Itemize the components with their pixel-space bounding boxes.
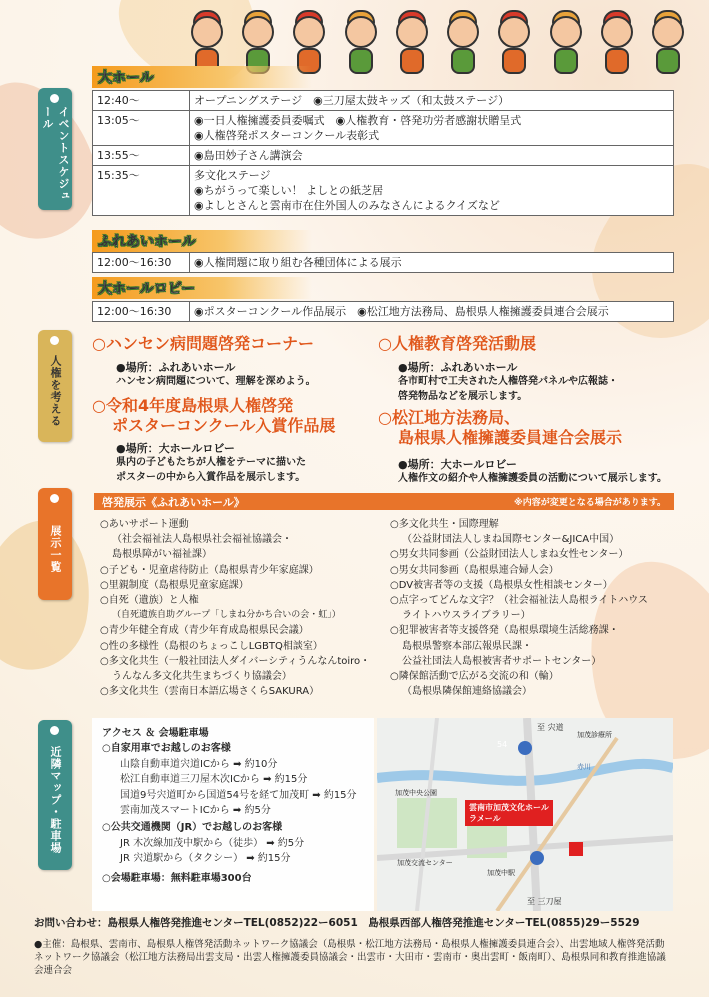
program-cell: ◉ポスターコンクール作品展示 ◉松江地方法務局、島根県人権擁護委員連合会展示 <box>190 302 674 322</box>
route-item: JR 木次線加茂中駅から（徒歩） ➡ 約5分 <box>120 837 305 849</box>
map-label-river: 赤川 <box>577 763 591 771</box>
matsue-place: ●場所：大ホールロビー <box>398 458 517 471</box>
access-box <box>92 718 374 911</box>
program-cell: ◉人権問題に取り組む各種団体による展示 <box>190 253 674 273</box>
mascot-illustration <box>646 6 690 82</box>
route-item: 雲南加茂スマートICから ➡ 約5分 <box>120 805 271 817</box>
table-row <box>93 302 674 322</box>
map-label-park: 加茂中央公園 <box>395 789 437 797</box>
list-item: ○あいサポート運動 <box>100 519 189 530</box>
list-item: ○子ども・児童虐待防止（島根県青少年家庭課） <box>100 564 319 576</box>
poster-heading: ○令和4年度島根県人権啓発 ポスターコンクール入賞作品展 <box>92 396 336 435</box>
list-item: 公益社団法人島根被害者サポートセンター） <box>402 655 602 667</box>
list-item: （自死遺族自助グループ「しまね分かち合いの会・虹」） <box>112 610 341 621</box>
time-cell: 13:55～ <box>93 146 190 166</box>
car-heading: ○自家用車でお越しのお客様 <box>102 743 231 755</box>
map-label-south: 至 三刀屋 <box>527 897 562 906</box>
list-item: ○性の多様性（島根のちょっこしLGBTQ相談室） <box>100 640 323 652</box>
list-item: ○隣保館活動で広がる交流の和（輪） <box>390 671 559 683</box>
lobby-schedule-table <box>92 301 674 322</box>
route-item: 山陰自動車道宍道ICから ➡ 約10分 <box>120 758 278 770</box>
program-cell: ◉島田妙子さん講演会 <box>190 146 674 166</box>
tag-think-human-rights: 人権を考える <box>38 330 72 442</box>
list-item: ○犯罪被害者等支援啓発（島根県環境生活総務課・ <box>390 625 619 637</box>
matsue-heading: ○松江地方法務局、 島根県人権擁護委員連合会展示 <box>378 408 623 447</box>
organizers: ●主催：島根県、雲南市、島根県人権啓発活動ネットワーク協議会（島根県・松江地方法務局・島根県人権擁護委員連合会）、出雲地域人権啓発活動ネットワーク協議会（松江地方法務局出雲支局・出雲人権擁護委員協議会・出雲市・大田市・雲南市・奥出雲町・飯南町）、島根県同和教育推進協議会連合会 <box>34 939 666 976</box>
list-item: うんなん多文化共生まちづくり協議会） <box>112 671 292 683</box>
mascot-illustration <box>441 6 485 82</box>
parking-info: ○会場駐車場：無料駐車場300台 <box>102 872 252 884</box>
venue-label: 雲南市加茂文化ホール ラメール <box>465 800 553 826</box>
time-cell: 12:40～ <box>93 91 190 111</box>
mascot-illustration <box>492 6 536 82</box>
tag-map-parking: 近隣マップ・駐車場 <box>38 720 72 870</box>
list-item: ○自死（遺族）と人権 <box>100 595 199 607</box>
exhibit-bar-title: 啓発展示《ふれあいホール》 <box>102 496 245 509</box>
list-item: ○多文化共生（一般社団法人ダイバーシティうんなんtoiro・ <box>100 655 371 667</box>
edu-place: ●場所：ふれあいホール <box>398 361 518 374</box>
exhibit-bar <box>94 493 674 510</box>
edu-desc: 各市町村で工夫された人権啓発パネルや広報誌・ 啓発物品などを展示します。 <box>398 376 618 402</box>
fureai-schedule-table <box>92 252 674 273</box>
matsue-desc: 人権作文の紹介や人権擁護委員の活動について展示します。 <box>398 473 667 484</box>
map-label-shinji: 至 宍道 <box>537 723 564 732</box>
tag-event-schedule: イベントスケジュール <box>38 88 72 210</box>
list-item: 島根県障がい福祉課） <box>112 549 212 561</box>
hall-title: 大ホール <box>92 66 312 88</box>
hansen-heading: ○ハンセン病問題啓発コーナー <box>92 334 314 353</box>
poster-place: ●場所：大ホールロビー <box>116 442 235 455</box>
list-item: ライトハウスライブラリー） <box>402 610 531 622</box>
hansen-place: ●場所：ふれあいホール <box>116 361 236 374</box>
contact-info: お問い合わせ：島根県人権啓発推進センターTEL(0852)22ー6051 島根県西部人権啓発推進センターTEL(0855)29ー5529 <box>34 917 640 929</box>
edu-heading: ○人権教育啓発活動展 <box>378 334 536 353</box>
list-item: （公益財団法人しまね国際センター&JICA中国） <box>402 534 620 546</box>
list-item: ○多文化共生（雲南日本語広場さくらSAKURA） <box>100 686 320 698</box>
route-item: 国道9号宍道町から国道54号を経て加茂町 ➡ 約15分 <box>120 789 357 801</box>
map-label-hospital: 加茂診療所 <box>577 731 612 739</box>
list-item: ○点字ってどんな文字？（社会福祉法人島根ライトハウス <box>390 595 648 607</box>
map-label-town: 加茂交流センター <box>397 859 453 867</box>
poster-desc: 県内の子どもたちが人権をテーマに描いた ポスターの中から入賞作品を展示します。 <box>116 457 306 483</box>
tag-exhibit-list: 展示一覧 <box>38 488 72 600</box>
route-item: 松江自動車道三刀屋木次ICから ➡ 約15分 <box>120 774 308 786</box>
map-label-kamo-station: 加茂中駅 <box>487 869 515 877</box>
list-item: ○男女共同参画（公益財団法人しまね女性センター） <box>390 549 629 561</box>
mascot-illustration <box>339 6 383 82</box>
map-label-route: 54 <box>497 740 508 749</box>
time-cell: 12:00～16:30 <box>93 253 190 273</box>
program-cell: ◉一日人権擁護委員委嘱式 ◉人権教育・啓発功労者感謝状贈呈式 ◉人権啓発ポスターコンクール表彰式 <box>190 111 674 146</box>
hall-schedule-table <box>92 90 674 216</box>
table-row <box>93 166 674 216</box>
program-cell: オープニングステージ ◉三刀屋太鼓キッズ（和太鼓ステージ） <box>190 91 674 111</box>
list-item: （島根県隣保館連絡協議会） <box>402 686 532 698</box>
table-row <box>93 253 674 273</box>
time-cell: 12:00～16:30 <box>93 302 190 322</box>
mascot-illustration <box>390 6 434 82</box>
hansen-desc: ハンセン病問題について、理解を深めよう。 <box>116 376 316 387</box>
time-cell: 13:05～ <box>93 111 190 146</box>
list-item: ○多文化共生・国際理解 <box>390 519 499 530</box>
route-item: JR 宍道駅から（タクシー） ➡ 約15分 <box>120 853 291 865</box>
list-item: ○男女共同参画（島根県連合婦人会） <box>390 564 559 576</box>
lobby-title: 大ホールロビー <box>92 277 312 299</box>
jr-heading: ○公共交通機関（JR）でお越しのお客様 <box>102 822 283 834</box>
table-row <box>93 91 674 111</box>
program-cell: 多文化ステージ ◉ちがうって楽しい！ よしとの紙芝居 ◉よしとさんと雲南市在住外国人のみなさんによるクイズなど <box>190 166 674 216</box>
list-item: 島根県警察本部広報県民課・ <box>402 640 532 652</box>
list-item: ○DV被害者等の支援（島根県女性相談センター） <box>390 579 613 591</box>
access-title: アクセス ＆ 会場駐車場 <box>102 728 209 739</box>
mascot-illustration <box>544 6 588 82</box>
table-row <box>93 146 674 166</box>
fureai-title: ふれあいホール <box>92 230 312 252</box>
list-item: ○里親制度（島根県児童家庭課） <box>100 579 249 591</box>
list-item: ○青少年健全育成（青少年育成島根県民会議） <box>100 625 309 637</box>
time-cell: 15:35～ <box>93 166 190 216</box>
exhibit-left-list <box>100 517 390 699</box>
venue-map <box>377 718 673 911</box>
list-item: （社会福祉法人島根県社会福祉協議会・ <box>112 534 292 546</box>
mascot-illustration <box>595 6 639 82</box>
exhibit-right-list <box>390 517 680 699</box>
table-row <box>93 111 674 146</box>
exhibit-note: ※内容が変更となる場合があります。 <box>513 498 666 508</box>
